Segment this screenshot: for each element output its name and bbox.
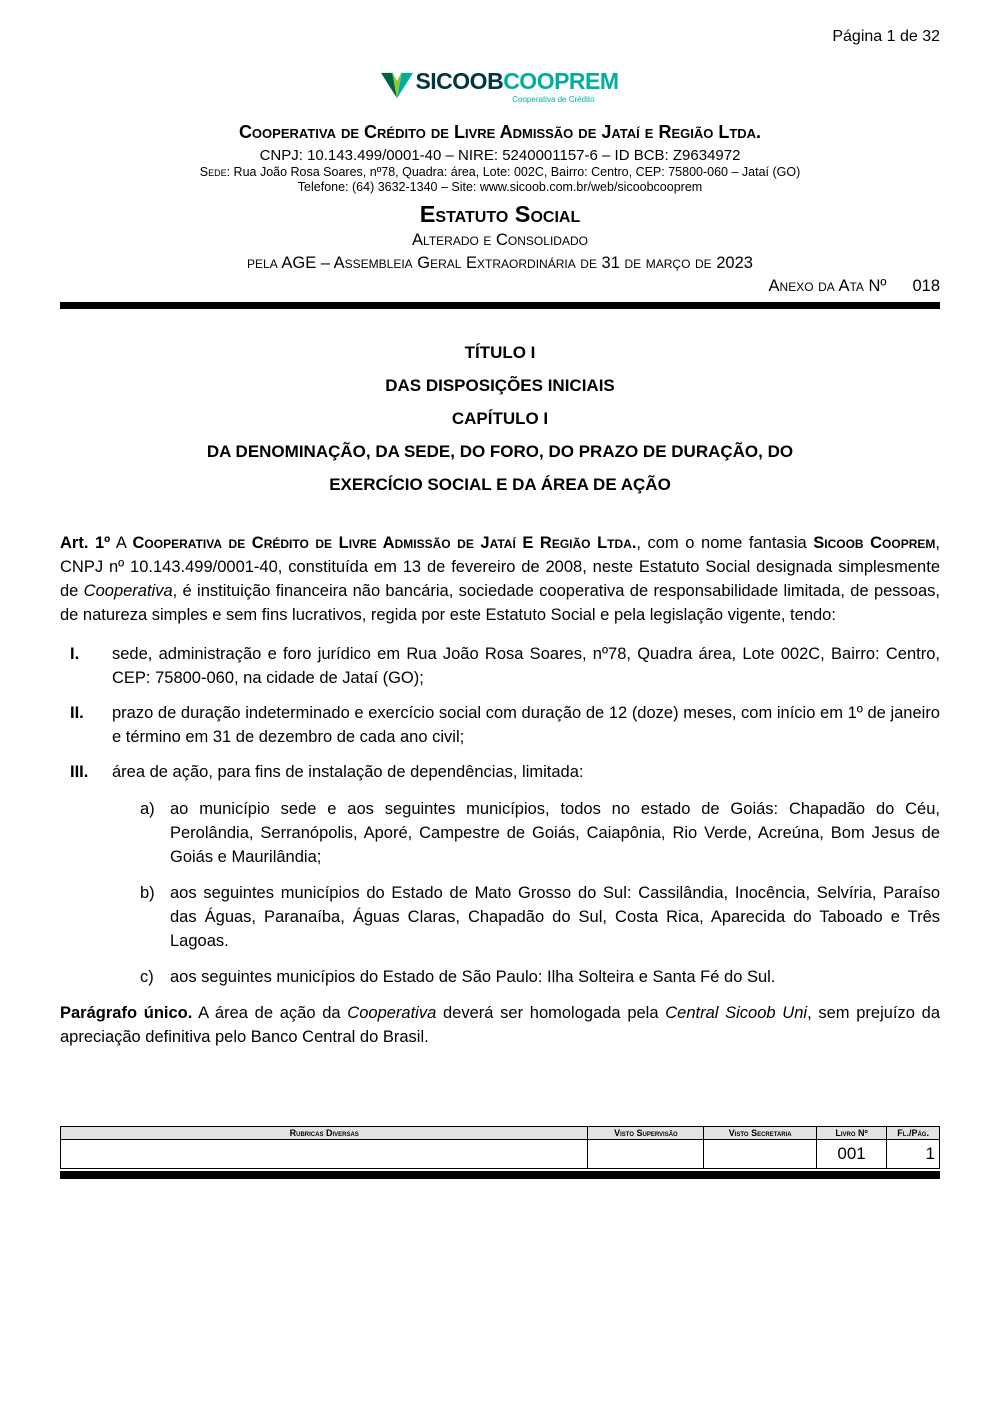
header-divider — [60, 302, 940, 309]
cell-fl-pag: 1 — [887, 1140, 940, 1169]
clause-text: sede, administração e foro jurídico em Rua João Rosa Soares, nº78, Quadra área, Lote 002C, Bairro: Centro, CEP: 75800-060, na cidade de Jataí (GO); — [112, 645, 940, 687]
footer-black-bar — [60, 1171, 940, 1179]
address-line — [60, 165, 940, 180]
subclause-text: aos seguintes municípios do Estado de São Paulo: Ilha Solteira e Santa Fé do Sul. — [170, 968, 776, 986]
page-number: Página 1 de 32 — [832, 28, 940, 45]
cell-livro-numero: 001 — [816, 1140, 886, 1169]
article-1-paragraph — [60, 531, 940, 627]
clause-text: área de ação, para fins de instalação de dependências, limitada: — [112, 763, 584, 781]
subclause-text: aos seguintes municípios do Estado de Mato Grosso do Sul: Cassilândia, Inocência, Selvíria, Paraíso das Águas, Paranaíba, Águas Claras, Chapadão do Sul, Costa Rica, Aparecida do Taboado e Três Lagoas. — [170, 884, 940, 950]
subclause-item-b — [140, 881, 940, 953]
stamp-table-value-row — [61, 1140, 940, 1169]
cooperative-full-name: Cooperativa de Crédito de Livre Admissão de Jataí E Região Ltda. — [132, 534, 637, 552]
header-rubricas-diversas: Rubricas Diversas — [61, 1127, 588, 1140]
header-fl-pag: Fl./Pág. — [887, 1127, 940, 1140]
paragrafo-unico-text: , sem prejuízo da apreciação definitiva pelo Banco Central do Brasil. — [60, 1004, 941, 1046]
article-1-label: Art. 1º — [60, 534, 111, 552]
article-1-text: , é instituição financeira não bancária, sociedade cooperativa de responsabilidade limitada, de pessoas, de natureza simples e sem fins lucrativos, regida por este Estatuto Social e pela legislação vigente, tendo: — [60, 582, 940, 624]
clause-item-1 — [70, 642, 940, 690]
header-visto-supervisao: Visto Supervisão — [588, 1127, 704, 1140]
annex-line — [60, 276, 940, 297]
annex-number: 018 — [912, 277, 940, 295]
sicoob-triangle-icon — [381, 71, 413, 101]
clause-item-3 — [70, 760, 940, 784]
article-1-text: , com o nome fantasia — [636, 534, 814, 552]
cell-rubricas-diversas — [61, 1140, 588, 1169]
paragrafo-unico — [60, 1001, 940, 1049]
central-sicoob-uni-ref: Central Sicoob Uni — [665, 1004, 808, 1022]
registration-line: CNPJ: 10.143.499/0001-40 – NIRE: 5240001157-6 – ID BCB: Z9634972 — [259, 147, 741, 164]
titulo-heading: TÍTULO I — [464, 343, 536, 362]
organization-name: Cooperativa de Crédito de Livre Admissão de Jataí e Região Ltda. — [238, 122, 762, 142]
subclause-item-c — [140, 965, 940, 989]
logo-word-cooprem: COOPREM — [503, 68, 619, 94]
subclause-label: a) — [140, 800, 155, 818]
article-1-text: , CNPJ nº 10.143.499/0001-40, constituída em 13 de fevereiro de 2008, neste Estatuto Social designada simplesmente de — [60, 534, 940, 600]
clause-list — [70, 642, 940, 784]
subclause-item-a — [140, 797, 940, 869]
subclause-label: b) — [140, 884, 155, 902]
address-text: Rua João Rosa Soares, nº78, Quadra: área, Lote: 002C, Bairro: Centro, CEP: 75800-060 – Jataí (GO) — [230, 165, 801, 179]
paragrafo-unico-text: A área de ação da — [192, 1004, 348, 1022]
document-title: Estatuto Social — [419, 201, 581, 227]
clause-label: II. — [70, 704, 84, 722]
titulo-subheading: DAS DISPOSIÇÕES INICIAIS — [385, 376, 615, 395]
clause-item-2 — [70, 701, 940, 749]
paragrafo-unico-label: Parágrafo único. — [60, 1004, 193, 1022]
sicoob-cooprem-logo — [60, 68, 940, 112]
logo-text — [415, 68, 618, 104]
cell-visto-secretaria — [704, 1140, 817, 1169]
clause-label: III. — [70, 763, 89, 781]
footer-stamp-block — [60, 1126, 940, 1179]
cell-visto-supervisao — [588, 1140, 704, 1169]
clause-text: prazo de duração indeterminado e exercício social com duração de 12 (doze) meses, com início em 1º de janeiro e término em 31 de dezembro de cada ano civil; — [112, 704, 940, 746]
subclause-label: c) — [140, 968, 154, 986]
address-label: Sede: — [199, 165, 231, 179]
capitulo-heading: CAPÍTULO I — [451, 409, 549, 428]
cooperative-ref: Cooperativa — [83, 582, 173, 600]
subtitle-assembleia: pela AGE – Assembleia Geral Extraordinária de 31 de março de 2023 — [247, 254, 753, 272]
annex-label: Anexo da Ata Nº — [768, 277, 887, 295]
paragrafo-unico-text: deverá ser homologada pela — [436, 1004, 666, 1022]
section-headings — [60, 336, 940, 501]
logo-word-sicoob: SICOOB — [415, 68, 504, 94]
stamp-table — [60, 1126, 940, 1169]
capitulo-title-line-1: DA DENOMINAÇÃO, DA SEDE, DO FORO, DO PRAZO DE DURAÇÃO, DO — [206, 442, 794, 461]
logo-wordmark — [415, 68, 618, 94]
phone-line: Telefone: (64) 3632-1340 – Site: www.sicoob.com.br/web/sicoobcooprem — [297, 180, 703, 194]
article-1-text: A — [110, 534, 133, 552]
cooperative-ref: Cooperativa — [347, 1004, 437, 1022]
logo-tagline: Cooperativa de Crédito — [512, 95, 595, 104]
capitulo-title-line-2: EXERCÍCIO SOCIAL E DA ÁREA DE AÇÃO — [329, 475, 671, 494]
fantasy-name: Sicoob Cooprem — [813, 534, 936, 552]
clause-label: I. — [70, 645, 80, 663]
header-livro-numero: Livro Nº — [816, 1127, 886, 1140]
subclause-text: ao município sede e aos seguintes municípios, todos no estado de Goiás: Chapadão do Céu, Perolândia, Serranópolis, Aporé, Campestre de Goiás, Caiapônia, Rio Verde, Acreúna, Bom Jesus de Goiás e Maurilândia; — [170, 800, 940, 866]
header-visto-secretaria: Visto Secretaria — [704, 1127, 817, 1140]
stamp-table-header-row — [61, 1127, 940, 1140]
subclause-list — [140, 797, 940, 989]
subtitle-alterado: Alterado e Consolidado — [412, 231, 588, 249]
